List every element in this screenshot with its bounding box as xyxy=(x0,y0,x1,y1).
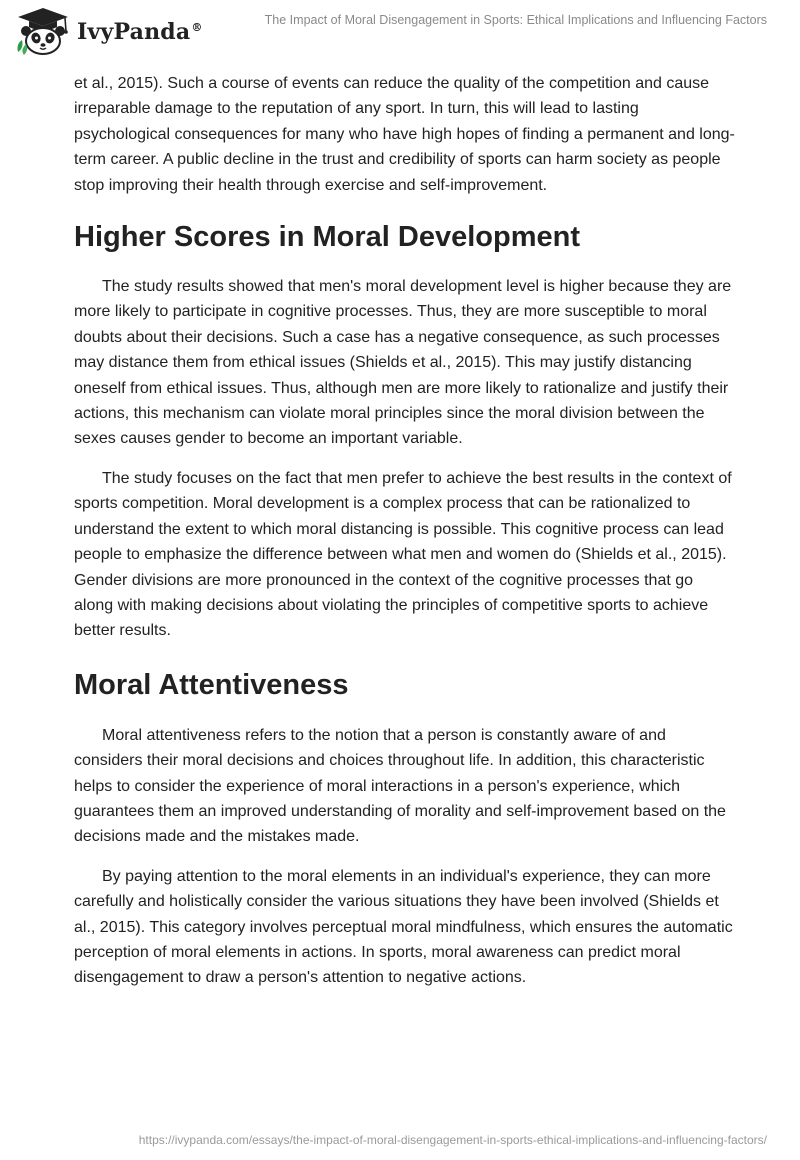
ivypanda-logo[interactable] xyxy=(14,6,203,56)
section-paragraph: The study focuses on the fact that men prefer to achieve the best results in the context of sports competition. Moral development is a complex process that can be rationalized to understand the extent to which moral distancing is possible. This cognitive process can lead people to emphasize the difference between what men and women do (Shields et al., 2015). Gender divisions are more pronounced in the context of the cognitive processes that go along with making decisions about violating the principles of competitive sports to achieve better results. xyxy=(74,469,732,640)
brand-name: IvyPanda® xyxy=(77,19,203,45)
source-url[interactable]: https://ivypanda.com/essays/the-impact-of-moral-disengagement-in-sports-ethical-implications-and-influencing-factors/ xyxy=(138,1133,767,1147)
section-heading: Moral Attentiveness xyxy=(74,668,349,701)
section-paragraph: Moral attentiveness refers to the notion that a person is constantly aware of and considers their moral decisions and choices throughout life. In addition, this characteristic helps to consider the experience of moral interactions in a person's experience, which guarantees them an improved understanding of morality and self-improvement based on the decisions made and the mistakes made. xyxy=(74,726,726,846)
essay-body xyxy=(74,71,736,991)
section-paragraph: By paying attention to the moral elements in an individual's experience, they can more carefully and holistically consider the various situations they have been involved (Shields et al., 2015). This category involves perceptual moral mindfulness, which ensures the automatic perception of moral elements in actions. In sports, moral awareness can predict moral disengagement to draw a person's attention to negative actions. xyxy=(74,867,733,987)
page-header xyxy=(0,0,800,60)
section-heading: Higher Scores in Moral Development xyxy=(74,221,581,254)
registered-mark: ® xyxy=(191,20,203,34)
section-paragraph: The study results showed that men's moral development level is higher because they are more likely to participate in cognitive processes. Thus, they are more susceptible to moral doubts about their decisions. Such a case has a negative consequence, as such processes may distance them from ethical issues (Shields et al., 2015). This may justify distancing oneself from ethical issues. Thus, although men are more likely to rationalize and justify their actions, this mechanism can violate moral principles since the moral division between the sexes causes gender to become an important variable. xyxy=(74,278,732,448)
document-title: The Impact of Moral Disengagement in Sports: Ethical Implications and Influencing Factors xyxy=(264,13,767,27)
panda-graduation-cap-icon xyxy=(14,6,72,56)
intro-paragraph: et al., 2015). Such a course of events can reduce the quality of the competition and cause irreparable damage to the reputation of any sport. In turn, this will lead to lasting psychological consequences for many who have high hopes of finding a permanent and long-term career. A public decline in the trust and credibility of sports can harm society as people stop improving their health through exercise and self-improvement. xyxy=(74,75,735,194)
